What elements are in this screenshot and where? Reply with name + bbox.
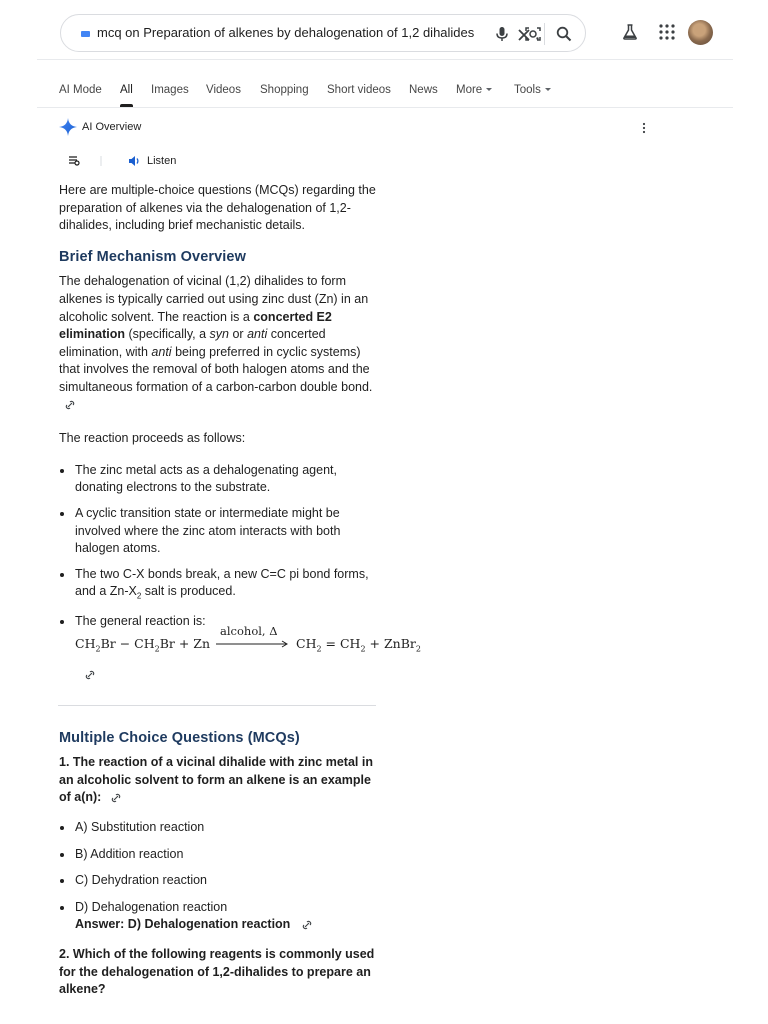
tab-tools-label: Tools bbox=[514, 84, 541, 96]
apps-grid-icon[interactable] bbox=[657, 22, 677, 42]
mechanism-text-4: being preferred in cyclic systems) that involves the removal of both halogen atoms and the simultaneous formation of a carbon-carbon double bond. bbox=[59, 344, 373, 394]
eq-end: + ZnBr bbox=[365, 635, 416, 651]
step3-subscript: 2 bbox=[136, 591, 142, 601]
tab-news[interactable]: News bbox=[409, 84, 438, 96]
mechanism-anti-2: anti bbox=[151, 344, 172, 359]
tabs-divider bbox=[37, 107, 733, 108]
toolbar-divider-icon bbox=[96, 155, 106, 167]
search-divider bbox=[544, 23, 545, 45]
tab-more[interactable] bbox=[456, 84, 492, 96]
eq-ch: CH bbox=[296, 635, 317, 651]
answer-text: Answer: D) Dehalogenation reaction bbox=[75, 917, 291, 932]
step3-text-b: salt is produced. bbox=[144, 584, 236, 599]
header-divider bbox=[37, 59, 733, 60]
reaction-arrow bbox=[216, 624, 290, 651]
tab-all[interactable]: All bbox=[120, 84, 133, 96]
eq-lhs bbox=[75, 635, 211, 654]
chevron-down-icon bbox=[545, 88, 551, 91]
link-icon[interactable] bbox=[111, 793, 121, 803]
list-item bbox=[59, 899, 381, 934]
proceeds-text: The reaction proceeds as follows: bbox=[59, 431, 246, 446]
list-item bbox=[59, 613, 421, 684]
listen-button[interactable]: Listen bbox=[147, 155, 177, 167]
search-box[interactable] bbox=[60, 14, 586, 52]
mechanism-bold: concerted E2 elimination bbox=[59, 309, 332, 342]
mechanism-syn: syn bbox=[209, 327, 229, 342]
list-item: A cyclic transition state or intermediate might be involved where the zinc atom interacts with both halogen atoms. bbox=[59, 505, 381, 558]
reaction-equation bbox=[75, 624, 421, 667]
mechanism-text-2: (specifically, a bbox=[128, 327, 207, 342]
eq-sub: 2 bbox=[95, 644, 101, 654]
ai-overview-label: AI Overview bbox=[82, 121, 142, 133]
mic-icon[interactable] bbox=[493, 25, 511, 43]
mechanism-text-1: The dehalogenation of vicinal (1,2) dihalides to form alkenes is typically carried out using zinc dust (Zn) in an alcoholic solvent. The reaction is a bbox=[59, 274, 369, 324]
mechanism-anti: anti bbox=[247, 327, 268, 342]
gemini-sparkle-icon bbox=[59, 118, 77, 136]
tab-short-videos[interactable]: Short videos bbox=[327, 84, 391, 96]
more-options-icon[interactable] bbox=[640, 122, 648, 134]
search-input[interactable]: mcq on Preparation of alkenes by dehalogenation of 1,2 dihalides bbox=[97, 25, 475, 40]
question-2: 2. Which of the following reagents is commonly used for the dehalogenation of 1,2-dihalides to prepare an alkene? bbox=[59, 946, 375, 997]
ai-overview-content bbox=[59, 182, 421, 1011]
list-item: C) Dehydration reaction bbox=[59, 872, 381, 890]
mechanism-text-3: concerted elimination, with bbox=[59, 327, 326, 359]
section-heading-mcqs: Multiple Choice Questions (MCQs) bbox=[59, 729, 300, 746]
source-toggle-icon[interactable] bbox=[66, 153, 80, 167]
link-icon[interactable] bbox=[302, 920, 312, 930]
flask-icon[interactable] bbox=[620, 22, 640, 42]
answer-line bbox=[75, 916, 381, 934]
lens-icon[interactable] bbox=[524, 25, 542, 43]
step3-text-a: The two C-X bonds break, a new C=C pi bond forms, and a Zn-X bbox=[75, 566, 369, 599]
mechanism-paragraph bbox=[59, 273, 381, 414]
eq-sub: 2 bbox=[316, 644, 322, 654]
list-item: The zinc metal acts as a dehalogenating agent, donating electrons to the substrate. bbox=[59, 462, 381, 497]
link-icon[interactable] bbox=[85, 670, 95, 680]
tab-shopping[interactable]: Shopping bbox=[260, 84, 309, 96]
step4-text: The general reaction is: bbox=[75, 614, 206, 629]
eq-rhs bbox=[296, 635, 421, 654]
eq-sub: 2 bbox=[360, 644, 366, 654]
eq-sub: 2 bbox=[154, 644, 160, 654]
section-divider bbox=[58, 705, 376, 706]
link-icon[interactable] bbox=[65, 400, 75, 410]
eq-mid: Br − CH bbox=[100, 635, 155, 651]
section-heading-mechanism: Brief Mechanism Overview bbox=[59, 248, 246, 265]
list-item: B) Addition reaction bbox=[59, 846, 381, 864]
tab-videos[interactable]: Videos bbox=[206, 84, 241, 96]
search-icon[interactable] bbox=[555, 25, 573, 43]
intro-paragraph: Here are multiple-choice questions (MCQs) regarding the preparation of alkenes via the dehalogenation of 1,2-dihalides, including brief mechanistic details. bbox=[59, 183, 376, 233]
list-item bbox=[59, 566, 381, 606]
user-avatar[interactable] bbox=[688, 20, 713, 45]
tab-images[interactable]: Images bbox=[151, 84, 189, 96]
question-1-options bbox=[59, 819, 381, 934]
chevron-down-icon bbox=[486, 88, 492, 91]
question-1 bbox=[59, 754, 381, 807]
eq-sub: 2 bbox=[415, 644, 421, 654]
arrow-label: alcohol, Δ bbox=[220, 624, 278, 639]
eq-end: Br + Zn bbox=[159, 635, 211, 651]
mechanism-or: or bbox=[232, 327, 244, 342]
tab-tools[interactable] bbox=[514, 84, 551, 96]
eq-mid: = CH bbox=[321, 635, 361, 651]
eq-ch: CH bbox=[75, 635, 96, 651]
speaker-icon[interactable] bbox=[127, 154, 141, 168]
list-item: A) Substitution reaction bbox=[59, 819, 381, 837]
tab-more-label: More bbox=[456, 84, 483, 96]
option-d: D) Dehalogenation reaction bbox=[75, 899, 228, 914]
mechanism-steps bbox=[59, 462, 421, 685]
query-marker-icon bbox=[81, 31, 90, 37]
question-1-text: 1. The reaction of a vicinal dihalide with zinc metal in an alcoholic solvent to form an alkene is an example of a(n): bbox=[59, 755, 373, 805]
tab-ai-mode[interactable]: AI Mode bbox=[59, 84, 102, 96]
